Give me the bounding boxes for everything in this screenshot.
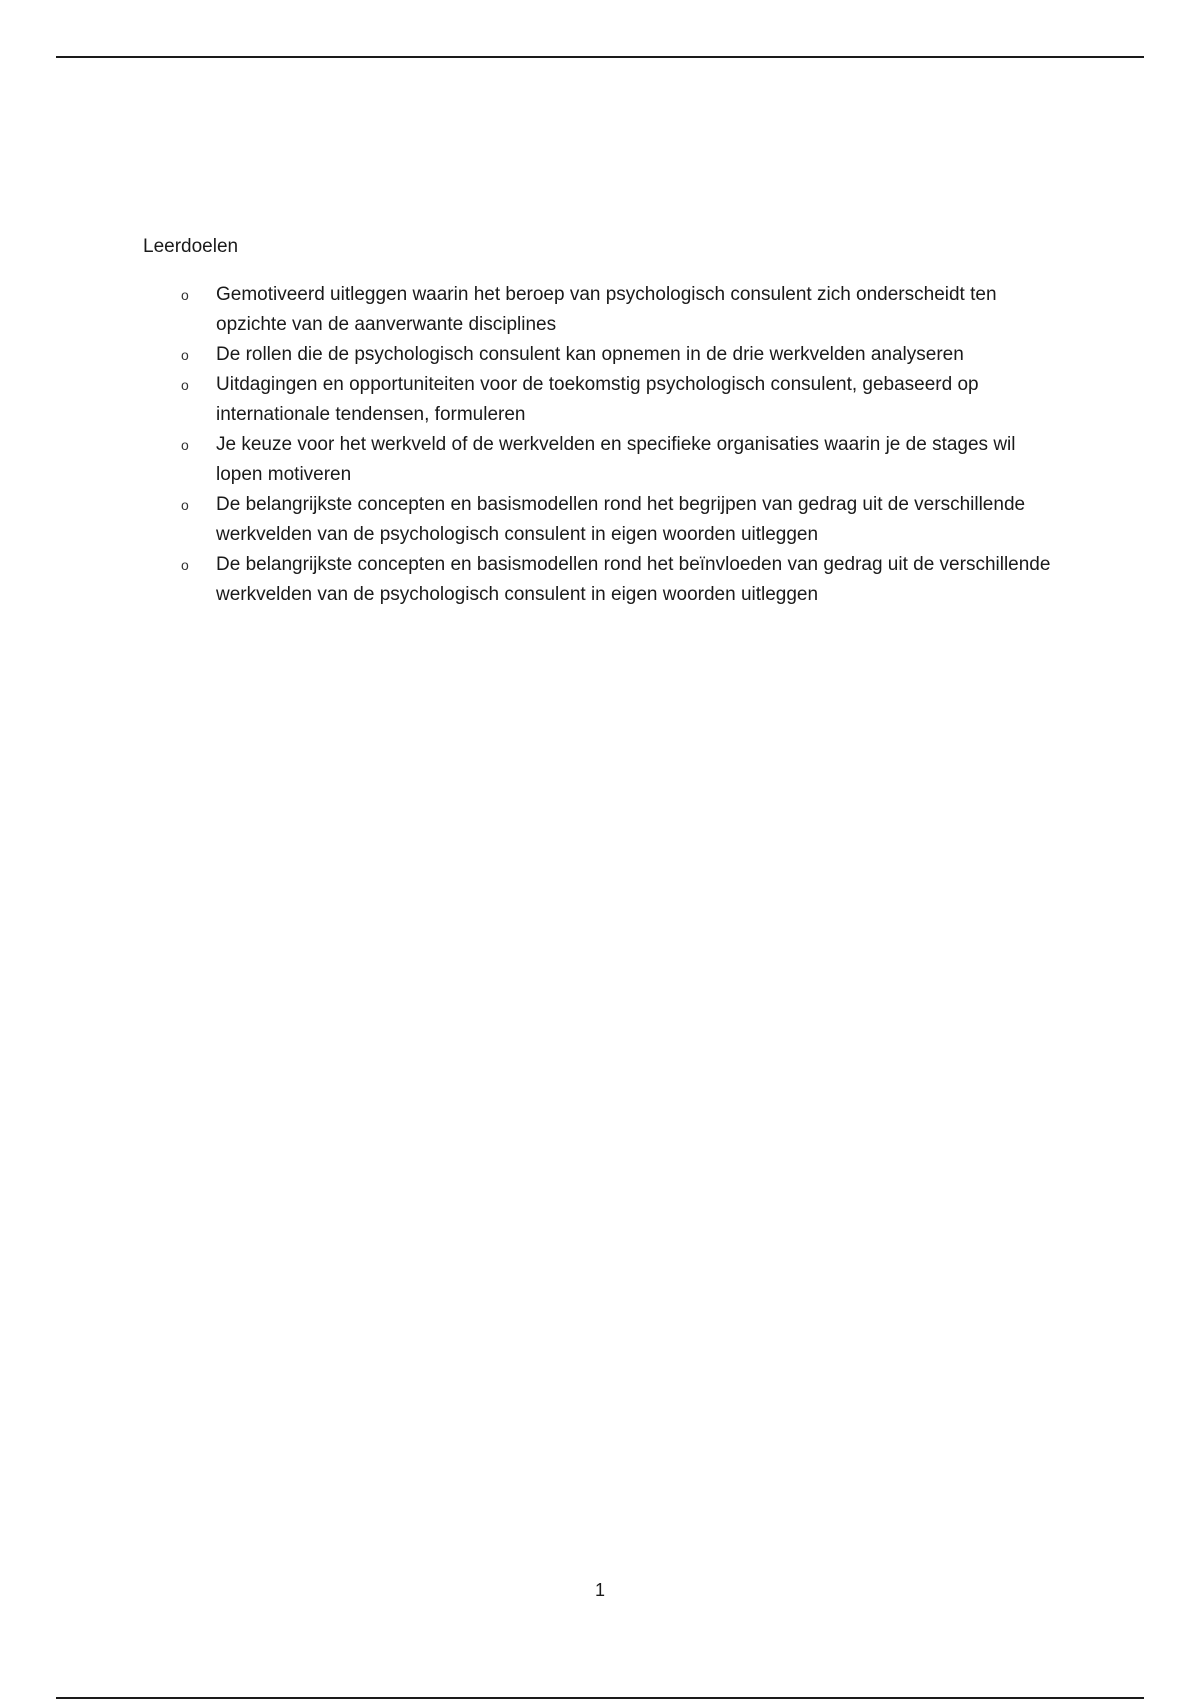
circle-bullet-icon: o	[181, 497, 189, 513]
circle-bullet-icon: o	[181, 347, 189, 363]
circle-bullet-icon: o	[181, 437, 189, 453]
page-number: 1	[594, 1580, 605, 1600]
header-rule	[56, 56, 1144, 58]
goal-text: De belangrijkste concepten en basismodellen rond het beïnvloeden van gedrag uit de verschillende werkvelden van de psychologisch consulent in eigen woorden uitleggen	[216, 554, 1051, 605]
circle-bullet-icon: o	[181, 287, 189, 303]
footer-rule	[56, 1697, 1144, 1699]
list-item	[143, 490, 1063, 550]
circle-bullet-icon: o	[181, 557, 189, 573]
goal-text: Uitdagingen en opportuniteiten voor de toekomstig psychologisch consulent, gebaseerd op internationale tendensen, formuleren	[216, 374, 979, 425]
goal-text: Gemotiveerd uitleggen waarin het beroep van psychologisch consulent zich onderscheidt ten opzichte van de aanverwante disciplines	[216, 284, 997, 335]
list-item	[143, 550, 1063, 610]
goal-text: De belangrijkste concepten en basismodellen rond het begrijpen van gedrag uit de verschillende werkvelden van de psychologisch consulent in eigen woorden uitleggen	[216, 494, 1026, 545]
list-item	[143, 280, 1063, 340]
goal-text: De rollen die de psychologisch consulent kan opnemen in de drie werkvelden analyseren	[216, 344, 964, 365]
list-item	[143, 370, 1063, 430]
list-item	[143, 340, 1063, 370]
section-heading: Leerdoelen	[143, 236, 239, 257]
list-item	[143, 430, 1063, 490]
goal-text: Je keuze voor het werkveld of de werkvelden en specifieke organisaties waarin je de stages wil lopen motiveren	[216, 434, 1016, 485]
circle-bullet-icon: o	[181, 377, 189, 393]
learning-goals-list	[143, 280, 1063, 610]
